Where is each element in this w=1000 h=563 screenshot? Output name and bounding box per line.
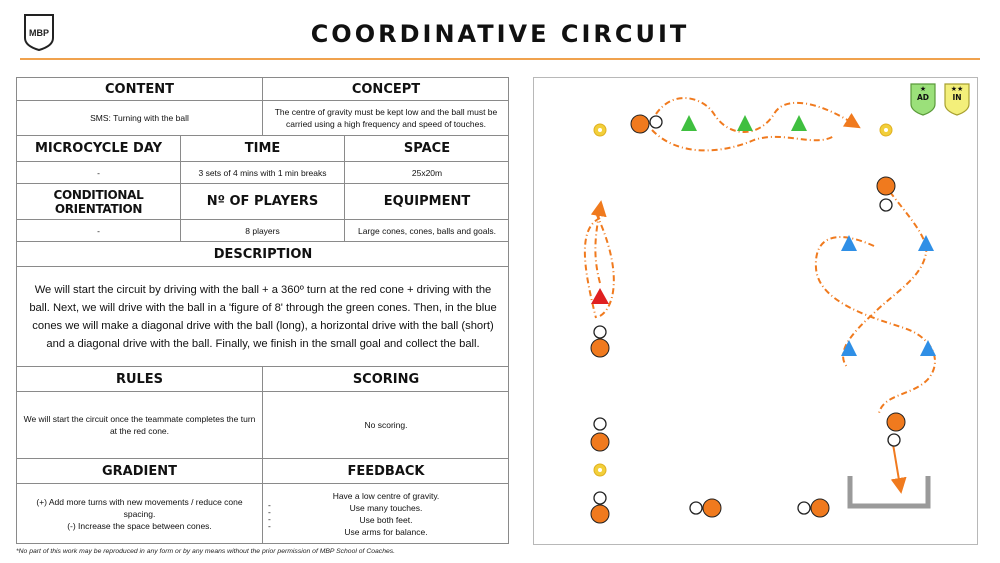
ball-icon bbox=[650, 116, 662, 128]
player-icon bbox=[591, 505, 609, 523]
green-cones bbox=[681, 115, 807, 131]
cone-icon bbox=[791, 115, 807, 131]
space-header: SPACE bbox=[345, 136, 509, 162]
gradient-line: (+) Add more turns with new movements / reduce cone spacing. bbox=[36, 497, 243, 519]
red-cone-icon bbox=[591, 288, 609, 304]
copyright-footnote: *No part of this work may be reproduced in any form or by any means without the prior permission of MBP School of Coaches. bbox=[16, 548, 396, 555]
scoring-value: No scoring. bbox=[263, 392, 509, 459]
equipment-value: Large cones, cones, balls and goals. bbox=[345, 220, 509, 242]
player-icon bbox=[631, 115, 649, 133]
dribble-paths bbox=[585, 98, 935, 486]
marker-centers bbox=[598, 128, 888, 472]
player-icon bbox=[887, 413, 905, 431]
session-sheet bbox=[16, 77, 509, 544]
yellow-markers bbox=[594, 124, 892, 476]
drill-diagram bbox=[533, 77, 978, 545]
time-header: TIME bbox=[181, 136, 345, 162]
player-icon bbox=[811, 499, 829, 517]
badge-ad bbox=[909, 82, 937, 116]
player-icon bbox=[877, 177, 895, 195]
players-header: Nº OF PLAYERS bbox=[181, 184, 345, 220]
feedback-line: Use many touches. bbox=[349, 503, 423, 513]
badge-in bbox=[943, 82, 971, 116]
feedback-line: Use both feet. bbox=[359, 515, 413, 525]
badge-label: AD bbox=[916, 93, 930, 102]
badge-label: IN bbox=[952, 93, 962, 102]
microcycle-value: - bbox=[17, 162, 181, 184]
logo-text: MBP bbox=[29, 28, 49, 38]
ball-icon bbox=[888, 434, 900, 446]
space-value: 25x20m bbox=[345, 162, 509, 184]
player-icon bbox=[703, 499, 721, 517]
feedback-line: Use arms for balance. bbox=[344, 527, 428, 537]
gradient-line: (-) Increase the space between cones. bbox=[67, 521, 212, 531]
feedback-bullets: - - - - bbox=[268, 500, 271, 531]
microcycle-header: MICROCYCLE DAY bbox=[17, 136, 181, 162]
gradient-list bbox=[17, 484, 263, 544]
players-value: 8 players bbox=[181, 220, 345, 242]
description-text: We will start the circuit by driving with the ball + a 360º turn at the red cone + driving with the ball. Next, we will drive with the ball in a 'figure of 8' through the green cones. Then, in the blue cones we will make a diagonal drive with the ball (long), a horizontal drive with the ball (short) and a diagonal drive with the ball. Finally, we finish in the small goal and collect the ball. bbox=[17, 267, 509, 367]
ball-icon bbox=[690, 502, 702, 514]
ball-icon bbox=[798, 502, 810, 514]
feedback-list bbox=[263, 484, 509, 544]
players bbox=[591, 115, 905, 523]
small-goal bbox=[850, 476, 928, 506]
ball-icon bbox=[880, 199, 892, 211]
gradient-header: GRADIENT bbox=[17, 459, 263, 484]
right-diagonal-path bbox=[816, 237, 935, 413]
description-header: DESCRIPTION bbox=[17, 242, 509, 267]
title-divider bbox=[20, 58, 980, 60]
page-title: COORDINATIVE CIRCUIT bbox=[310, 20, 690, 48]
content-value: SMS: Turning with the ball bbox=[17, 101, 263, 136]
top-return-path bbox=[652, 130, 834, 150]
player-icon bbox=[591, 433, 609, 451]
scoring-header: SCORING bbox=[263, 367, 509, 392]
star-icon: ★ bbox=[919, 86, 927, 93]
rules-value: We will start the circuit once the teammate completes the turn at the red cone. bbox=[17, 392, 263, 459]
drill-diagram-canvas bbox=[534, 78, 979, 546]
content-header: CONTENT bbox=[17, 78, 263, 101]
ball-icon bbox=[594, 418, 606, 430]
cone-icon bbox=[918, 235, 934, 251]
player-icon bbox=[591, 339, 609, 357]
cone-icon bbox=[681, 115, 697, 131]
feedback-line: Have a low centre of gravity. bbox=[332, 491, 440, 501]
right-figure8-path bbox=[843, 192, 926, 368]
cone-icon bbox=[841, 340, 857, 356]
concept-value: The centre of gravity must be kept low and the ball must be carried using a high frequency and speed of touches. bbox=[263, 101, 509, 136]
feedback-header: FEEDBACK bbox=[263, 459, 509, 484]
time-value: 3 sets of 4 mins with 1 min breaks bbox=[181, 162, 345, 184]
cone-icon bbox=[920, 340, 936, 356]
orientation-header: CONDITIONAL ORIENTATION bbox=[17, 184, 181, 220]
orientation-value: - bbox=[17, 220, 181, 242]
ball-icon bbox=[594, 326, 606, 338]
star-icon: ★★ bbox=[950, 86, 964, 93]
rules-header: RULES bbox=[17, 367, 263, 392]
equipment-header: EQUIPMENT bbox=[345, 184, 509, 220]
ball-icon bbox=[594, 492, 606, 504]
balls bbox=[594, 116, 900, 514]
concept-header: CONCEPT bbox=[263, 78, 509, 101]
cone-icon bbox=[737, 115, 753, 131]
